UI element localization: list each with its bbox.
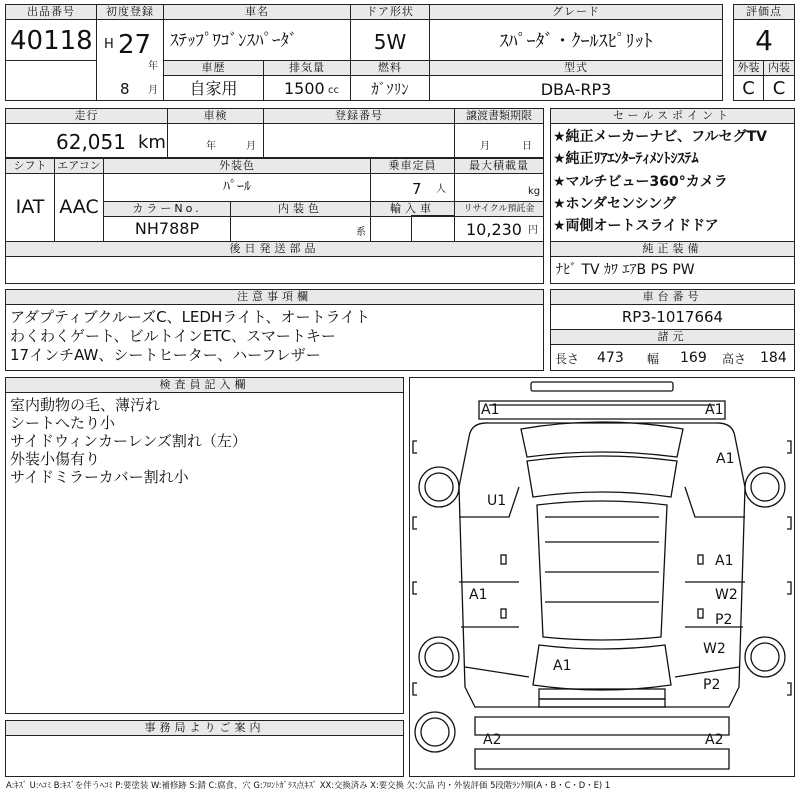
fuel-value: ｶﾞｿﾘﾝ — [371, 80, 409, 98]
transfer-label: 譲渡書類期限 — [454, 108, 544, 124]
reg-label: 初度登録 — [96, 4, 164, 20]
lot-number: 40118 — [10, 26, 93, 56]
ac-value: AAC — [59, 196, 99, 218]
colorno-value: NH788P — [134, 219, 200, 238]
inspector-line-2: シートへたり小 — [10, 414, 116, 432]
mark-left-front-door: U1 — [487, 493, 507, 509]
transfer-day-unit: 日 — [522, 141, 532, 152]
width-value: 169 — [680, 350, 707, 366]
reg-era: H — [104, 37, 114, 52]
sales-point-1: ★純正メーカーナビ、フルセグTV — [553, 129, 767, 145]
int-label: 内装 — [763, 60, 795, 76]
score-label: 評価点 — [733, 4, 795, 20]
model-label: 型式 — [429, 60, 723, 76]
disp-label: 排気量 — [263, 60, 351, 76]
mileage-value: 62,051 — [56, 130, 126, 154]
insp-year-unit: 年 — [206, 141, 216, 152]
capacity-value: 7 — [412, 180, 422, 198]
recycle-value: 10,230 — [466, 220, 522, 239]
door-value: 5W — [373, 30, 407, 54]
score-value: 4 — [755, 24, 773, 57]
chassis-label: 車台番号 — [550, 289, 795, 305]
ac-label: エアコン — [54, 158, 104, 174]
capacity-label: 乗車定員 — [370, 158, 455, 174]
disp-unit: cc — [328, 85, 339, 96]
extcolor-label: 外装色 — [103, 158, 371, 174]
extcolor-value: ﾊﾟｰﾙ — [223, 179, 251, 195]
mark-rear-bumper-right: A2 — [705, 732, 724, 748]
mileage-label: 走行 — [5, 108, 168, 124]
mark-right-rear-wheel: W2 — [703, 641, 726, 657]
reg-month: 8 — [120, 80, 130, 98]
reg-month-unit: 月 — [148, 85, 158, 96]
notes-line-2: わくわくゲート、ビルトインETC、スマートキー — [10, 327, 336, 345]
carname-label: 車名 — [163, 4, 351, 20]
mileage-unit: km — [138, 132, 166, 153]
import-inner — [411, 215, 455, 242]
intcolor-label: 内装色 — [230, 201, 371, 217]
load-unit: kg — [528, 186, 541, 197]
recycle-unit: 円 — [528, 225, 538, 236]
fuel-label: 燃料 — [350, 60, 430, 76]
genuine-value: ﾅﾋﾞ TV ｶﾜ ｴｱB PS PW — [556, 262, 695, 278]
import-label: 輸入車 — [370, 201, 455, 217]
recycle-label: リサイクル預託金 — [454, 201, 544, 217]
intcolor-unit: 系 — [356, 227, 366, 238]
inspector-line-3: サイドウィンカーレンズ割れ（左） — [10, 432, 247, 450]
office-label: 事務局よりご案内 — [5, 720, 404, 736]
notes-line-3: 17インチAW、シートヒーター、ハーフレザー — [10, 346, 321, 364]
length-value: 473 — [597, 350, 624, 366]
inspection-label: 車検 — [167, 108, 264, 124]
chassis-value: RP3-1017664 — [621, 308, 724, 326]
reg-year: 27 — [118, 30, 152, 60]
notes-line-1: アダプティブクルーズC、LEDHライト、オートライト — [10, 308, 370, 326]
shift-label: シフト — [5, 158, 55, 174]
inspector-line-4: 外装小傷有り — [10, 450, 101, 468]
ext-label: 外装 — [733, 60, 764, 76]
genuine-label: 純正装備 — [550, 241, 795, 257]
mark-left-rear-panel: A1 — [469, 587, 488, 603]
ext-value: C — [742, 78, 755, 99]
grade-label: グレード — [429, 4, 723, 20]
load-label: 最大積載量 — [454, 158, 544, 174]
height-label: 高さ — [722, 352, 747, 366]
inspector-line-5: サイドミラーカバー割れ小 — [10, 468, 189, 486]
history-value: 自家用 — [189, 79, 238, 98]
width-label: 幅 — [647, 352, 660, 366]
shift-value: IAT — [15, 196, 45, 218]
int-value: C — [772, 78, 786, 99]
regno-label: 登録番号 — [263, 108, 455, 124]
grade-value: ｽﾊﾟｰﾀﾞ・ｸｰﾙｽﾋﾟﾘｯﾄ — [499, 31, 653, 52]
inspector-line-1: 室内動物の毛、薄汚れ — [10, 396, 161, 414]
mark-right-rear-corner: P2 — [703, 677, 721, 693]
mark-front-left: A1 — [481, 402, 500, 418]
length-label: 長さ — [555, 352, 580, 366]
history-label: 車歴 — [163, 60, 264, 76]
transfer-month-unit: 月 — [480, 141, 490, 152]
mark-right-rear-door: A1 — [715, 553, 734, 569]
car-diagram — [409, 377, 795, 777]
capacity-unit: 人 — [436, 184, 446, 195]
sales-point-5: ★両側オートスライドドア — [553, 218, 719, 234]
mark-right-quarter: W2 — [715, 587, 738, 603]
insp-month-unit: 月 — [246, 141, 256, 152]
later-parts-label: 後日発送部品 — [5, 241, 544, 257]
disp-value: 1500 — [284, 79, 325, 98]
dims-label: 諸元 — [550, 329, 795, 345]
sales-point-3: ★マルチビュー360°カメラ — [553, 174, 728, 190]
inspector-label: 検査員記入欄 — [5, 377, 404, 393]
mark-right-quarter-paint: P2 — [715, 612, 733, 628]
height-value: 184 — [760, 350, 787, 366]
notes-label: 注意事項欄 — [5, 289, 544, 305]
sales-point-4: ★ホンダセンシング — [553, 196, 677, 212]
sales-point-2: ★純正ﾘｱｴﾝﾀｰﾃｨﾒﾝﾄｼｽﾃﾑ — [553, 151, 699, 167]
lot-label: 出品番号 — [5, 4, 97, 20]
mark-right-fender: A1 — [716, 451, 735, 467]
door-label: ドア形状 — [350, 4, 430, 20]
sales-points-label: セールスポイント — [550, 108, 795, 124]
car-name: ｽﾃｯﾌﾟﾜｺﾞﾝｽﾊﾟｰﾀﾞ — [170, 31, 298, 51]
reg-year-unit: 年 — [148, 61, 158, 72]
mark-front-right: A1 — [705, 402, 724, 418]
mark-rear-bumper-left: A2 — [483, 732, 502, 748]
colorno-label: カラーNo. — [103, 201, 231, 217]
mark-tailgate: A1 — [553, 658, 572, 674]
lot-cell-bottom — [5, 60, 97, 101]
model-value: DBA-RP3 — [540, 80, 612, 99]
legend: A:ｷｽﾞ U:ﾍｺﾐ B:ｷｽﾞを伴うﾍｺﾐ P:要塗装 W:補修跡 S:錆 C:腐食、穴 G:ﾌﾛﾝﾄｶﾞﾗｽ点ｷｽﾞ XX:交換済み X:要交換 欠:欠品 内・外装評価 5段階ﾗﾝｸ順(A・B・C・D・E) 1 — [6, 780, 611, 790]
